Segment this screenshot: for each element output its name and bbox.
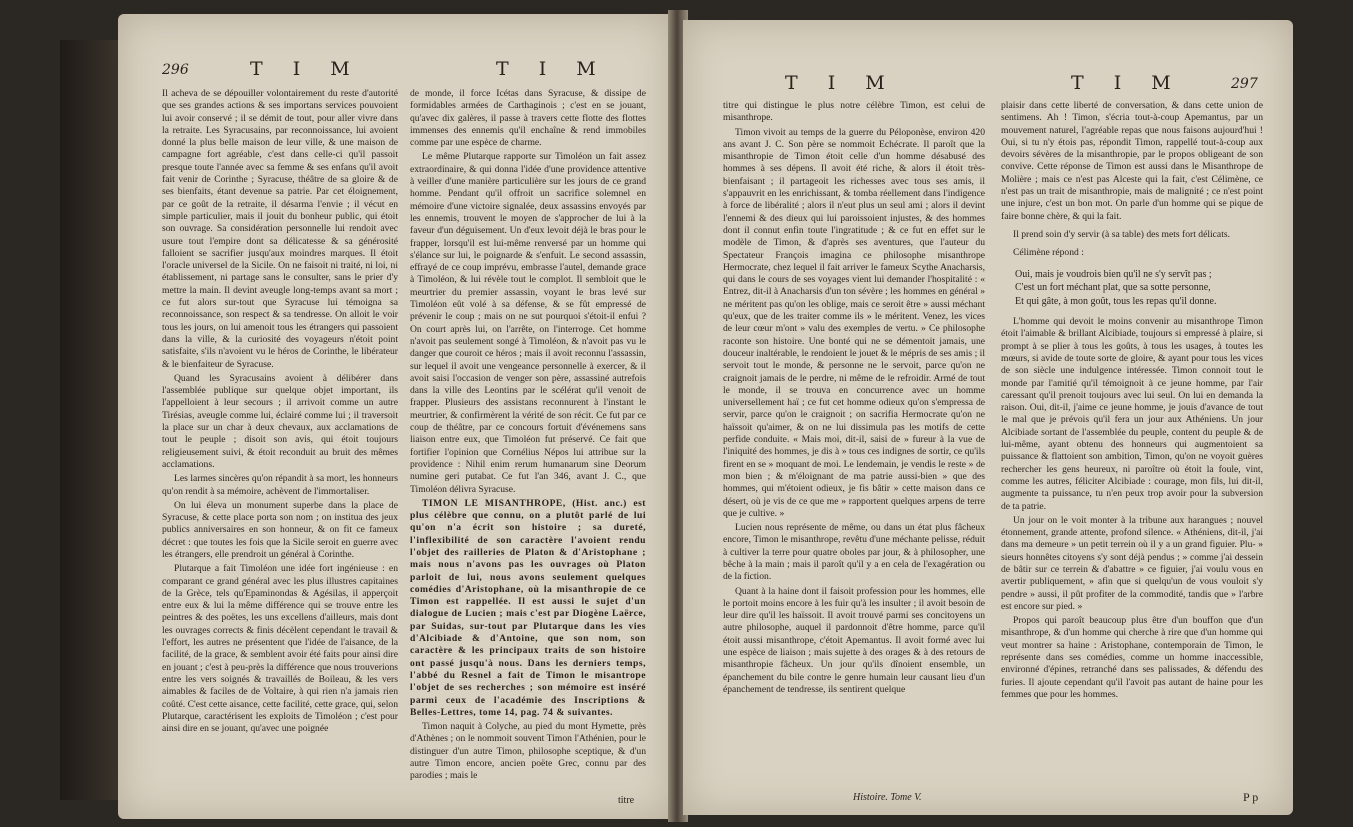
paragraph: Timon vivoit au temps de la guerre du Péloponèse, environ 420 ans avant J. C. Son père se nommoit Echécrate. Il paroît que la misanthropie de Timon étoit celle d'un homme désabusé des hommes à ses dépens. Il avoit été riche, & alors il étoit très-bienfaisant ; il partageoit les richesses avec tous ses amis, il s'appauvrit en les enrichissant, & tomba réellement dans l'indigence à force de libéralité ; alors il n'eut plus un seul ami ; alors il devint l'ennemi & des dieux qui lui paroissoient injustes, & des hommes dont il connut enfin toute l'ingratitude ; & ce fut en effet sur le modèle de Timon, & d'après ses aventures, que l'auteur du Spectateur François imagina ce philosophe misanthrope Hermocrate, chez lequel il fait arriver le fameux Scythe Anacharsis, qui dans le cours de ses voyages vient lui demander l'hospitalité : « Entrez, dit-il à Anacharsis d'un ton sévère ; les hommes en général » ne méritent pas qu'on les oblige, mais ce seroit être » aussi méchant qu'eux, que de les traiter comme ils » le méritent. Venez, les vices de leur cœur m'ont » valu des exemples de vertu. » Ce philosophe raconte son histoire. Une bonté qui ne se démentoit jamais, une douceur inaltérable, le rendoient le jouet & le mépris de ses amis ; il servoit tout le monde, & personne ne le servoit, parce qu'on ne craignoit jamais de le perdre, ni même de le refroidir. Armé de tout le monde, il se trouva en concurrence avec un homme universellement haï ; ce fut cet homme odieux qu'on s'empressa de servir, parce qu'on le craignoit ; on sacrifia Hermocrate qu'on ne haïssoit qu'aimer, & on ne lui dissimula pas les motifs de cette perfide conduite. « Mais moi, dit-il, saisi de » fureur à la vue de l'iniquité des hommes, je dis à » tous ces indignes de sortir, ce qu'ils firent en se » moquant de moi. Le lendemain, je vendis le reste » de mon bien ; & m'éloignant de ma patrie aussi-bien » que des hommes, qui m'étoient odieux, je fis bâtir » cette maison dans ce désert, où je vis de ce que me » rapportent quelques arpens de terre que je cultive. » [723,126,985,519]
paragraph: Quand les Syracusains avoient à délibérer dans l'assemblée publique sur quelque objet important, ils l'appelloient à leur secours ; il arrivoit comme un autre Tirésias, aveugle comme lui, éclairé comme lui ; il traversoit la place sur un char à deux chevaux, aux acclamations de tout le peuple ; disoit son avis, qui étoit toujours religieusement suivi, & étoit reconduit au bruit des mêmes acclamations. [162,372,398,470]
running-title-left-col1: T I M [250,58,362,80]
paragraph: Les larmes sincères qu'on répandit à sa mort, les honneurs qu'on rendit à sa mémoire, achèvent de l'immortaliser. [162,473,398,497]
paragraph: L'homme qui devoit le moins convenir au misanthrope Timon étoit l'aimable & brillant Alcibiade, toujours si empressé à plaire, si prompt à se plier à tous les goûts, à tous les usages, à toutes les mœurs, si avide de toute sorte de gloire, & ayant pour tous les vices de son siècle une indulgence intéressée. Timon connoit tout le monde par l'amitié qu'il témoignoit à ce jeune homme, par l'air caressant qu'il prenoit toujours avec lui seul. On lui en demanda la raison. Oui, dit-il, j'aime ce jeune homme, je jouis d'avance de tout le mal que je prévois qu'il fera un jour aux Athéniens. Un jour Alcibiade sortant de l'assemblée du peuple, content du peuple & de lui-même, ayant obtenu des honneurs qui augmentoient sa puissance & flattoient son ambition, Timon, qu'on ne voyoit guères rechercher les gens heureux, ni paroître où étoit la foule, vint, comme les autres, féliciter Alcibiade : courage, mon fils, lui dit-il, augmente ta puissance, tu n'en peux trop avoir pour la subversion de ta patrie. [1001,316,1263,512]
right-page [683,20,1293,815]
verse-line: Oui, mais je voudrois bien qu'il ne s'y servît pas ; [1015,268,1212,280]
verse-line: C'est un fort méchant plat, que sa sotte personne, [1015,282,1211,294]
running-title-right-col2: T I M [1071,72,1183,94]
paragraph: Il acheva de se dépouiller volontairement du reste d'autorité que ses grandes actions & ses importans services pouvoient lui avoir conservé ; il se démit de tout, pour aller vivre dans la retraite. Les Syracusains, par reconnoissance, lui avoient donné la plus belle maison de leur ville, & une maison de campagne fort agréable, c'est dans celle-ci qu'il passoit presque toute l'année avec sa femme & ses enfans qu'il avoit fait venir de Corinthe ; Syracuse, théâtre de sa gloire & de ses bienfaits, étant devenue sa patrie. Par cet éloignement, par ce goût de la retraite, il désarma l'envie ; il vécut en simple particulier, mais il jouit du bonheur public, qui étoit son ouvrage. Sa considération personnelle lui rendoit avec usure tout l'empire dont sa délicatesse & sa générosité falloient se sacrifier jusqu'aux moindres marques. Il étoit l'oracle universel de la Sicile. On ne faisoit ni traité, ni loi, ni établissement, ni partage sans le consulter, sans le prier d'y mettre la main. Il devint aveugle long-temps avant sa mort ; ce fut alors sur-tout que Syracuse lui témoigna sa reconnoissance, son respect & sa tendresse. On alloit le voir tous les jours, on lui amenoit tous les étrangers qui passoient dans la ville, & la curiosité des voyageurs n'étoit point satisfaite, s'ils n'avoient vu le héros de Corinthe, le libérateur & le bienfaiteur de Syracuse. [162,88,398,370]
paragraph: On lui éleva un monument superbe dans la place de Syracuse, & cette place porta son nom ; on institua des jeux publics anniversaires en son honneur, & on fit ce fameux décret : que toutes les fois que la Sicile seroit en guerre avec les étrangers, elle prendroit un général à Corinthe. [162,499,398,560]
left-column-1 [162,88,398,788]
right-column-2 [1001,100,1263,790]
page-number-right: 297 [1231,76,1258,92]
paragraph: Quant à la haine dont il faisoit profession pour les hommes, elle le portoit moins encore à les fuir qu'à les insulter ; il avoit besoin de leur dire qu'il les haïssoit. Il avoit trouvé parmi ses concitoyens un autre philosophe, auquel il pardonnoit d'être homme, parce qu'il étoit aussi misanthrope, c'étoit Apemantus. Il avoit formé avec lui une espèce de liaison ; mais sujette à des orages & à des retours de misanthropie fâcheux. Un jour qu'ils dînoient ensemble, un épanchement du bile contre le genre humain leur causant lieu d'un épanchement de tendresse, ils sentirent quelque [723,585,985,695]
verse-quote [1015,268,1263,309]
left-column-2 [410,88,646,788]
signature-mark: P p [1243,790,1259,804]
paragraph: Plutarque a fait Timoléon une idée fort ingénieuse : en comparant ce grand général avec les plus illustres capitaines de la Grèce, tels qu'Epaminondas & Agésilas, il apperçoit entre eux & lui la même différence qui se trouve entre les peintres & des poëtes, les uns excellens d'ailleurs, mais dont les ouvrages corrects & finis décèlent cependant le travail & l'effort, les autres ne présentent que l'idée de l'aisance, de la facilité, de la grace, & semblent avoir été faits pour ainsi dire en jouant ; c'est à peu-près la différence que nous trouverions entre les vers soignés & travaillés de Boileau, & les vers aimables & faciles de de Voltaire, à qui rien n'a jamais rien coûté. C'est cette aisance, cette facilité, cette grace, qui, selon Plutarque, caractérisent les exploits de Timoléon ; c'est pour ainsi dire en se jouant, qu'avec une poignée [162,563,398,735]
right-column-1 [723,100,985,790]
running-title-right-col1: T I M [785,72,897,94]
paragraph: plaisir dans cette liberté de conversation, & dans cette union de sentimens. Ah ! Timon, s'écria tout-à-coup Apemantus, par un mouvement naturel, l'agréable repas que nous faisons aujourd'hui ! Oui, si tu n'y étois pas, répondit Timon, rappellé tout-à-coup aux devoirs sévères de la misanthropie, par le propos obligeant de son convive. Cette réponse de Timon est aussi dans le Misanthrope de Molière ; mais ce n'est pas Alceste qui la fait, c'est Célimène, ce n'est pas un trait de misanthropie, mais de malignité ; ce n'est point une injure, c'est un bon mot. On parle d'un homme qui se pique de faire bonne chère, & qui la fait. [1001,100,1263,222]
catchword: titre [618,795,635,806]
paragraph: Célimène répond : [1013,247,1084,259]
page-number-left: 296 [162,62,189,78]
left-page [118,14,672,819]
verse-line: Et qui gâte, à mon goût, tous les repas qu'il donne. [1015,295,1217,307]
paragraph: Le même Plutarque rapporte sur Timoléon un fait assez extraordinaire, & qui donna l'idée d'une providence attentive à veiller d'une manière particulière sur les jours de ce grand homme. Pendant qu'il offroit un sacrifice solemnel en mémoire d'une victoire signalée, deux assassins envoyés par les ennemis, trouvent le moyen de s'approcher de lui à la faveur d'un déguisement. Un d'eux levoit déjà le bras pour le frapper, lorsqu'il est lui-même renversé par un homme qui s'élance sur lui, le poignarde & s'enfuit. Le second assassin, effrayé de ce coup imprévu, embrasse l'autel, demande grace à Timoléon, & lui révèle tout le complot. Il sembloit que le meurtrier du premier assassin, voyant le bras levé sur Timoléon eût volé à sa défense, & se fût empressé de prévenir le coup ; mais on ne sut pourquoi s'étoit-il enfui ? On court après lui, on l'arrête, on l'interroge. Cet homme n'avoit pas seulement songé à Timoléon, & n'avoit pas vu le danger que couroit ce héros ; mais il avoit reconnu l'assassin, sur lequel il avoit une vengeance personnelle à exercer, & il avoit saisi l'occasion de venger son père, assassiné autrefois dans la ville des Leontins par le scélérat qu'il venoit de frapper. Plusieurs des assistans reconnurent à l'instant le meurtrier, & confirmèrent la vérité de son récit. Ce fut par ce coup de théâtre, par ce concours fortuit d'événemens sans liaison entre eux, que Timoléon fut préservé. Ce fait que fortifier l'opinion que Cornélius Népos lui attribue sur la providence : Nihil enim rerum humanarum sine Deorum numine geri putabat. Ce fut l'an 346, avant J. C., que Timoléon délivra Syracuse. [410,151,646,495]
paragraph: Il prend soin d'y servir (à sa table) des mets fort délicats. [1013,228,1230,240]
paragraph: Lucien nous représente de même, ou dans un état plus fâcheux encore, Timon le misanthrope, revêtu d'une méchante pelisse, réduit à cultiver la terre pour quatre oboles par jour, & à philosopher, une bêche à la main ; mais il paroît qu'il y a en cela de l'exagération ou de la fiction. [723,522,985,583]
book-edge [60,40,120,800]
paragraph: de monde, il force Icétas dans Syracuse, & dissipe de formidables armées de Carthaginois ; c'est en se jouant, qu'avec dix galères, il passe à travers cette flotte des flottes immenses des ennemis qu'il enchaîne & rend immobiles comme par une espèce de charme. [410,88,646,149]
running-title-left-col2: T I M [496,58,608,80]
paragraph: Un jour on le voit monter à la tribune aux harangues ; nouvel étonnement, grande attente, profond silence. « Athéniens, dit-il, j'ai dans ma demeure » un petit terrein où il y a un grand figuier. Plu- » sieurs honnêtes citoyens s'y sont déjà pendus ; » comme j'ai dessein de bâtir sur ce terrein & d'abattre » ce figuier, j'ai voulu vous en avertir publiquement, » afin que si quelqu'un de vous vouloit s'y pendre » aussi, il pût profiter de la commodité, tandis que » l'arbre est encore sur pied. » [1001,514,1263,612]
paragraph: Propos qui paroît beaucoup plus être d'un bouffon que d'un misanthrope, & d'un homme qui cherche à rire que d'un homme qui veut montrer sa haine : Aristophane, contemporain de Timon, le représente dans ses comédies, comme un homme inaccessible, environné d'épines, retranché dans ses palissades, & défendu des furies. Il ajoute cependant qu'il l'avoit pas autant de haine pour les femmes que pour les hommes. [1001,615,1263,700]
volume-footer: Histoire. Tome V. [853,792,922,803]
paragraph: titre qui distingue le plus notre célèbre Timon, est celui de misanthrope. [723,100,985,124]
paragraph: Timon naquit à Colyche, au pied du mont Hymette, près d'Athènes ; on le nommoit souvent Timon l'Athénien, pour le distinguer d'un autre Timon, philosophe sceptique, & d'un autre Timon encore, ancien poëte Grec, connu par des parodies ; mais le [410,721,646,782]
entry-heading-paragraph: TIMON LE MISANTHROPE, (Hist. anc.) est plus célèbre que connu, on a plutôt parlé de lui qu'on n'a écrit son histoire ; sa dureté, l'inflexibilité de son caractère l'avoient rendu l'objet des railleries de Platon & d'Aristophane ; mais nous n'avons pas les ouvrages où Platon parloit de lui, nous avons seulement quelques comédies d'Aristophane, où la misanthropie de ce Timon est rappellée. Il est aussi le sujet d'un dialogue de Lucien ; mais c'est par Diogène Laërce, par Suidas, sur-tout par Plutarque dans les vies d'Alcibiade & d'Antoine, que son nom, son caractère & les principaux traits de son histoire ont passé jusqu'à nous. Dans les derniers temps, l'abbé du Resnel a fait de Timon le misantrope l'objet de ses recherches ; son mémoire est inséré parmi ceux de l'académie des Inscriptions & Belles-Lettres, tome 14, pag. 74 & suivantes. [410,497,646,718]
